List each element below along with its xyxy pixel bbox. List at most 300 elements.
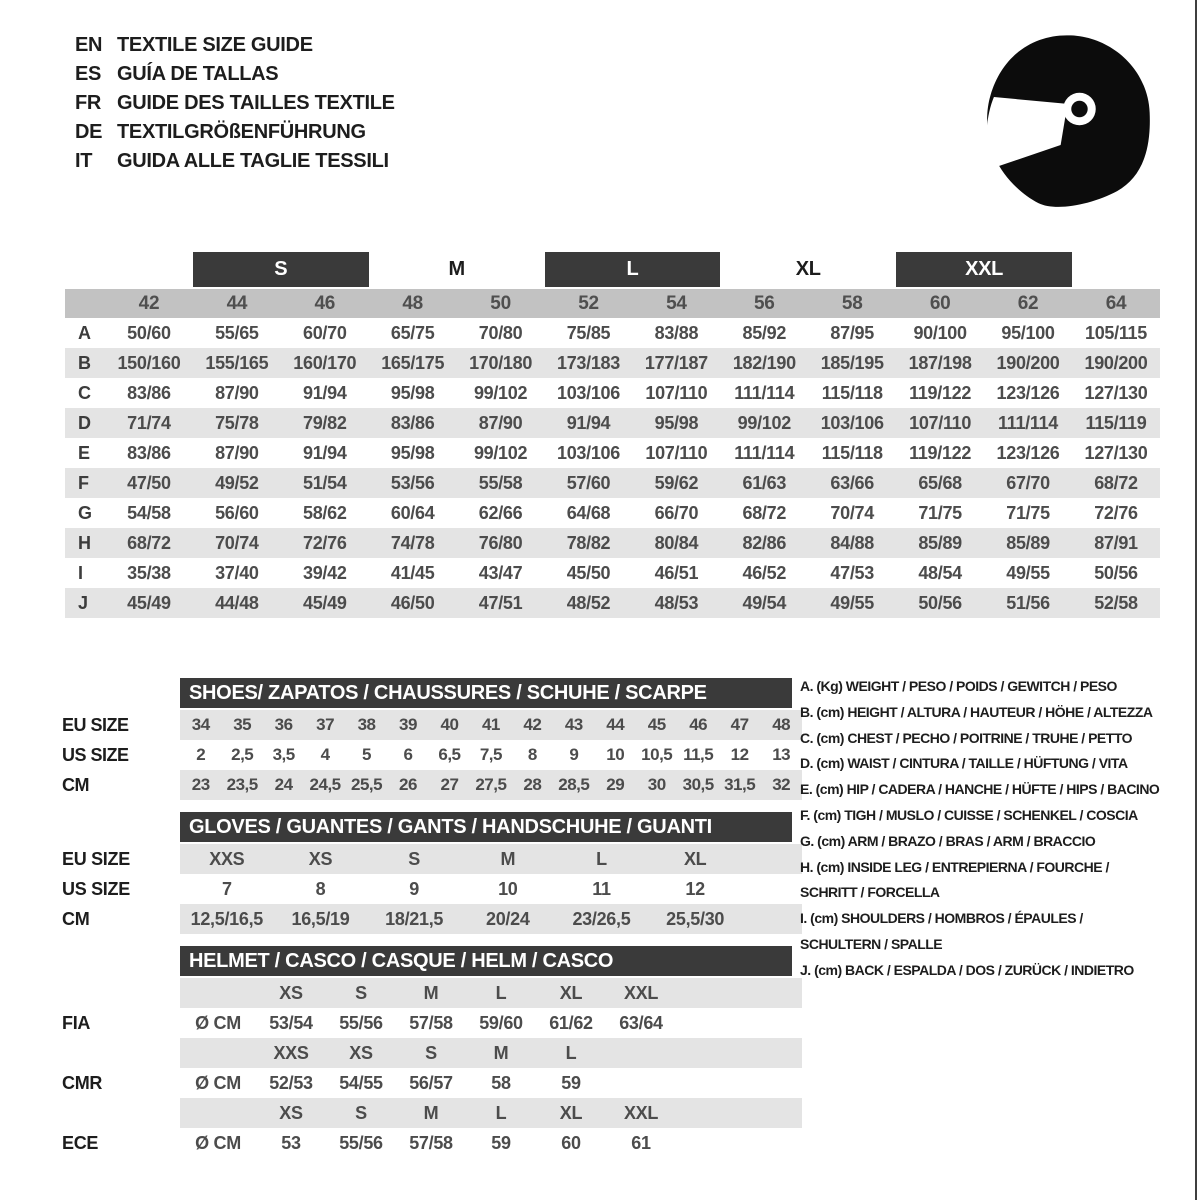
table-cell: 2,5 [231,745,254,764]
table-cell: 50/56 [1094,562,1138,583]
table-cell: 23 [180,770,221,800]
table-cell: 47 [719,710,760,740]
column-header-cell: 54 [632,288,720,318]
table-cell: 54/58 [127,502,171,523]
table-cell: 111/114 [984,408,1072,438]
table-cell: S [326,978,396,1008]
table-cell: 39 [387,710,428,740]
measurement-legend [800,674,1195,984]
size-group-xxl: XXL [896,252,1072,288]
table-cell: 25,5 [346,770,387,800]
table-row [60,1008,802,1038]
table-cell: 58 [491,1072,511,1093]
table-cell: 57/60 [545,468,633,498]
legend-line: H. (cm) INSIDE LEG / ENTREPIERNA / FOURCHE / [800,858,1109,875]
table-cell: 24 [263,770,304,800]
table-cell: 115/118 [821,382,883,403]
table-cell: US SIZE [62,744,129,765]
table-cell: US SIZE [62,878,130,899]
table-cell: 70/74 [193,528,281,558]
table-cell: 160/170 [281,348,369,378]
table-cell: 91/94 [302,382,347,403]
legend-line: A. (Kg) WEIGHT / PESO / POIDS / GEWITCH / PESO [800,678,1117,694]
table-cell: 84/88 [808,528,896,558]
table-cell: 79/82 [281,408,369,438]
table-cell: 90/100 [913,322,967,343]
table-cell: 55/56 [339,1132,383,1153]
table-cell: 8 [527,745,537,764]
table-cell: 111/114 [734,442,795,463]
page-title: TEXTILE SIZE GUIDE [117,34,313,56]
legend-line: G. (cm) ARM / BRAZO / BRAS / ARM / BRACCIO [800,832,1096,849]
table-cell: 107/110 [645,442,708,463]
table-cell: 6,5 [438,745,461,764]
table-cell: 155/165 [193,348,281,378]
table-cell: 52/53 [269,1072,313,1093]
table-cell: 30 [636,770,677,800]
table-cell: 150/160 [105,348,193,378]
table-cell [606,1038,676,1068]
table-cell: 68/72 [742,502,787,523]
table-cell: 28,5 [553,770,594,800]
table-cell [676,1068,802,1098]
table-cell: 127/130 [1084,442,1148,463]
table-cell: 43 [553,710,594,740]
column-header-cell: 44 [193,288,281,318]
table-cell: 45 [636,710,677,740]
table-cell: 48/52 [545,588,633,618]
table-row [65,528,1160,558]
table-cell: 107/110 [645,382,708,403]
legend-line: J. (cm) BACK / ESPALDA / DOS / ZURÜCK / INDIETRO [800,961,1134,978]
table-cell [676,1008,802,1038]
table-cell: 11,5 [683,745,714,764]
language-code: DE [75,121,103,143]
table-cell: 71/75 [1006,502,1050,523]
table-cell: 44 [595,710,636,740]
table-cell: 61/63 [720,468,808,498]
legend-line: E. (cm) HIP / CADERA / HANCHE / HÜFTE / HIPS / BACINO [800,781,1160,798]
table-cell: 66/70 [654,502,699,523]
table-cell: 53/56 [369,468,457,498]
table-cell [60,1038,180,1068]
table-row [65,348,1160,378]
table-cell: 71/74 [105,408,193,438]
table-cell: 60 [561,1132,581,1153]
column-header-cell: 50 [457,288,545,318]
table-cell: 72/76 [281,528,369,558]
size-group-m: M [369,252,545,288]
table-cell: 87/90 [215,382,259,403]
table-row [65,438,1160,468]
table-cell: I [78,562,83,583]
helmet-section-title: HELMET / CASCO / CASQUE / HELM / CASCO [180,946,792,976]
table-cell: 10 [498,878,518,899]
table-cell: 24,5 [304,770,345,800]
table-cell: 68/72 [1072,468,1160,498]
table-row [60,1068,802,1098]
table-cell: 47/50 [105,468,193,498]
language-row [75,147,395,176]
table-cell: 7 [221,878,232,899]
table-cell: XL [536,978,606,1008]
empty-cell [1072,252,1160,288]
table-cell: 99/102 [720,408,808,438]
table-cell: 18/21,5 [367,904,461,934]
table-cell: 46/52 [742,562,787,583]
table-cell: 85/92 [742,322,787,343]
table-cell: 107/110 [896,408,984,438]
table-cell: 95/98 [390,442,435,463]
table-cell: 47/53 [830,562,874,583]
table-cell: 187/198 [896,348,984,378]
table-row [60,874,802,904]
table-row [60,978,802,1008]
table-cell: 185/195 [808,348,896,378]
table-cell: 51/54 [281,468,369,498]
table-cell: 65/75 [390,322,435,343]
table-cell: 49/52 [193,468,281,498]
table-cell: 80/84 [632,528,720,558]
table-cell: 41 [470,710,511,740]
table-cell: 26 [387,770,428,800]
table-cell: D [65,408,105,438]
language-code: EN [75,34,103,56]
table-cell: 95/100 [1001,322,1055,343]
table-cell: 45/50 [566,562,611,583]
table-cell: 39/42 [302,562,347,583]
table-cell: 35/38 [127,562,171,583]
table-cell: 47/51 [457,588,545,618]
table-cell: 37 [304,710,345,740]
table-cell: 165/175 [369,348,457,378]
table-cell [60,978,180,1008]
table-cell: 177/187 [632,348,720,378]
table-cell: 56/57 [409,1072,453,1093]
table-row [60,770,802,800]
table-cell: Ø CM [195,1132,241,1153]
table-cell: 45/49 [105,588,193,618]
table-cell: 48 [760,710,802,740]
table-cell: 13 [772,745,791,764]
table-cell: F [65,468,105,498]
textile-size-table [65,252,1160,618]
table-cell: 63/66 [808,468,896,498]
table-cell: 74/78 [369,528,457,558]
table-cell: 91/94 [545,408,633,438]
table-cell: 10,5 [641,745,673,764]
table-cell: 37/40 [215,562,259,583]
gloves-size-table [60,844,802,934]
legend-line: D. (cm) WAIST / CINTURA / TAILLE / HÜFTUNG / VITA [800,755,1128,772]
gloves-section-title: GLOVES / GUANTES / GANTS / HANDSCHUHE / GUANTI [180,812,792,842]
language-row [75,31,395,60]
table-cell: 70/80 [478,322,523,343]
table-cell: 67/70 [984,468,1072,498]
table-row [60,740,802,770]
table-cell: XXS [180,844,274,874]
table-cell [180,1038,256,1068]
table-cell: B [65,348,105,378]
column-header-cell [65,288,105,318]
table-cell: 71/75 [918,502,962,523]
helmet-size-table [60,978,802,1158]
table-cell: 55/56 [339,1012,383,1033]
column-header-cell: 62 [984,288,1072,318]
table-cell: 9 [409,878,419,899]
table-cell: FIA [62,1012,91,1033]
table-cell: 55/65 [215,322,259,343]
table-cell: 85/89 [984,528,1072,558]
table-cell: G [78,502,92,523]
table-cell: 59/62 [632,468,720,498]
table-cell: 41/45 [390,562,435,583]
table-cell: 38 [346,710,387,740]
table-cell: 25,5/30 [648,904,742,934]
table-cell: S [367,844,461,874]
table-cell: 182/190 [720,348,808,378]
table-cell: 82/86 [720,528,808,558]
table-cell: 53/54 [269,1012,313,1033]
table-cell: XS [256,1098,326,1128]
table-cell: 42 [512,710,553,740]
column-header-cell: 64 [1072,288,1160,318]
language-code: IT [75,150,93,172]
table-cell: 63/64 [619,1012,663,1033]
table-cell: 7,5 [479,745,502,764]
table-cell: 6 [403,745,413,764]
table-cell: 61 [631,1132,651,1153]
table-cell: 99/102 [473,442,528,463]
table-cell: 2 [196,745,206,764]
column-header-cell: 60 [896,288,984,318]
table-cell: 48/54 [918,562,962,583]
page-title-de: TEXTILGRÖßENFÜHRUNG [117,121,366,143]
table-cell: 170/180 [457,348,545,378]
table-cell: 53 [281,1132,301,1153]
table-cell: 28 [512,770,553,800]
table-cell [676,1098,802,1128]
table-cell: M [461,844,555,874]
table-row [65,558,1160,588]
table-cell: XS [326,1038,396,1068]
table-cell: M [396,1098,466,1128]
table-cell: 32 [760,770,802,800]
table-cell: L [536,1038,606,1068]
table-cell: CM [62,774,89,795]
table-cell: 5 [362,745,372,764]
table-cell: XXL [606,1098,676,1128]
table-cell: M [396,978,466,1008]
table-cell: XL [536,1098,606,1128]
column-header-cell: 52 [545,288,633,318]
table-row [65,498,1160,528]
table-cell: 123/126 [996,442,1060,463]
table-cell: 111/114 [734,382,795,403]
table-cell: 78/82 [545,528,633,558]
table-cell: 103/106 [808,408,896,438]
table-cell [742,844,802,874]
table-cell: 57/58 [409,1012,453,1033]
column-header-cell: 48 [369,288,457,318]
table-cell: 31,5 [719,770,760,800]
table-cell: 68/72 [105,528,193,558]
table-cell: L [555,844,649,874]
column-header-cell: 46 [281,288,369,318]
table-cell: 35 [221,710,262,740]
table-cell: 85/89 [896,528,984,558]
table-cell: 58/62 [302,502,347,523]
table-cell: 61/62 [549,1012,593,1033]
table-cell: 59 [491,1132,511,1153]
table-cell: 20/24 [461,904,555,934]
table-cell: 64/68 [566,502,611,523]
table-cell: 27 [429,770,470,800]
table-row [60,904,802,934]
language-code: FR [75,92,102,114]
table-cell [742,904,802,934]
table-cell: 12 [730,745,749,764]
table-cell: J [65,588,105,618]
table-cell: ECE [62,1132,99,1153]
legend-line: F. (cm) TIGH / MUSLO / CUISSE / SCHENKEL / COSCIA [800,806,1138,823]
table-cell: 30,5 [677,770,718,800]
table-cell: 50/56 [896,588,984,618]
table-cell: 99/102 [473,382,528,403]
empty-cell [65,252,193,288]
table-cell: S [326,1098,396,1128]
table-cell [180,978,256,1008]
table-cell: 173/183 [545,348,633,378]
table-cell: 12,5/16,5 [180,904,274,934]
size-group-s: S [193,252,369,288]
table-cell: 60/70 [302,322,347,343]
language-row [75,118,395,147]
table-cell: 45/49 [281,588,369,618]
table-cell: 83/86 [127,442,171,463]
page-title-fr: GUIDE DES TAILLES TEXTILE [117,92,395,114]
column-header-cell: 42 [105,288,193,318]
table-cell: 190/200 [984,348,1072,378]
table-cell: 54/55 [339,1072,383,1093]
table-row [65,468,1160,498]
table-cell: 23/26,5 [555,904,649,934]
table-row [65,378,1160,408]
page-title-es: GUÍA DE TALLAS [117,63,279,85]
table-cell: 12 [685,878,705,899]
table-cell: 103/106 [557,442,620,463]
table-cell: 9 [569,745,579,764]
column-header-cell: 56 [720,288,808,318]
table-cell: CM [62,908,90,929]
table-cell: EU SIZE [62,714,129,735]
table-cell: 23,5 [221,770,262,800]
table-row [60,1098,802,1128]
table-cell: 43/47 [478,562,523,583]
page-edge-line [1195,0,1197,1200]
size-group-row [65,252,1160,288]
table-cell: 119/122 [909,442,972,463]
table-cell: L [466,1098,536,1128]
table-cell: 105/115 [1084,322,1147,343]
table-cell: 50/60 [127,322,171,343]
table-cell: Ø CM [195,1072,241,1093]
table-cell: 91/94 [302,442,347,463]
table-cell [676,978,802,1008]
table-row [60,1038,802,1068]
table-cell: 11 [592,878,611,899]
table-cell: 83/86 [369,408,457,438]
table-cell: 40 [429,710,470,740]
table-cell: 51/56 [984,588,1072,618]
table-cell: 103/106 [557,382,620,403]
table-cell: 59/60 [479,1012,523,1033]
legend-line: C. (cm) CHEST / PECHO / POITRINE / TRUHE / PETTO [800,729,1133,746]
table-cell: 55/58 [457,468,545,498]
table-cell: 60/64 [390,502,435,523]
legend-line: I. (cm) SHOULDERS / HOMBROS / ÉPAULES / [800,910,1083,927]
table-cell: 46/51 [654,562,699,583]
table-cell: 87/95 [830,322,874,343]
column-header-row [65,288,1160,318]
table-cell: 49/55 [808,588,896,618]
table-cell [676,1038,802,1068]
size-group-xl: XL [720,252,896,288]
table-cell: CMR [62,1072,103,1093]
table-cell: 29 [595,770,636,800]
table-row [65,588,1160,618]
language-row [75,60,395,89]
column-header-cell: 58 [808,288,896,318]
table-cell: 87/91 [1072,528,1160,558]
table-cell: XXS [256,1038,326,1068]
table-row [65,408,1160,438]
legend-line: SCHRITT / FORCELLA [800,884,940,901]
table-cell [742,874,802,904]
table-cell: 52/58 [1072,588,1160,618]
table-row [60,844,802,874]
table-cell: H [65,528,105,558]
table-cell: 62/66 [478,502,523,523]
legend-line: SCHULTERN / SPALLE [800,935,943,952]
table-cell: XS [256,978,326,1008]
table-cell: 115/119 [1072,408,1160,438]
table-cell: 8 [315,878,326,899]
shoes-size-table [60,710,802,800]
table-cell: M [466,1038,536,1068]
table-cell [60,1098,180,1128]
shoes-section-title: SHOES/ ZAPATOS / CHAUSSURES / SCHUHE / SCARPE [180,678,792,708]
table-cell: 27,5 [470,770,511,800]
table-cell: 46/50 [369,588,457,618]
table-cell: E [78,442,90,463]
table-cell: Ø CM [195,1012,241,1033]
table-cell: 76/80 [457,528,545,558]
table-cell: C [78,382,91,403]
table-cell: S [396,1038,466,1068]
table-cell: 4 [320,745,330,764]
table-cell: 49/55 [1006,562,1050,583]
table-cell: 65/68 [896,468,984,498]
table-cell: 83/88 [654,322,699,343]
table-cell: 10 [606,745,625,764]
language-code: ES [75,63,102,85]
table-row [65,318,1160,348]
table-cell: EU SIZE [62,848,130,869]
table-cell [676,1128,802,1158]
page-title-it: GUIDA ALLE TAGLIE TESSILI [117,150,389,172]
table-cell: 57/58 [409,1132,453,1153]
